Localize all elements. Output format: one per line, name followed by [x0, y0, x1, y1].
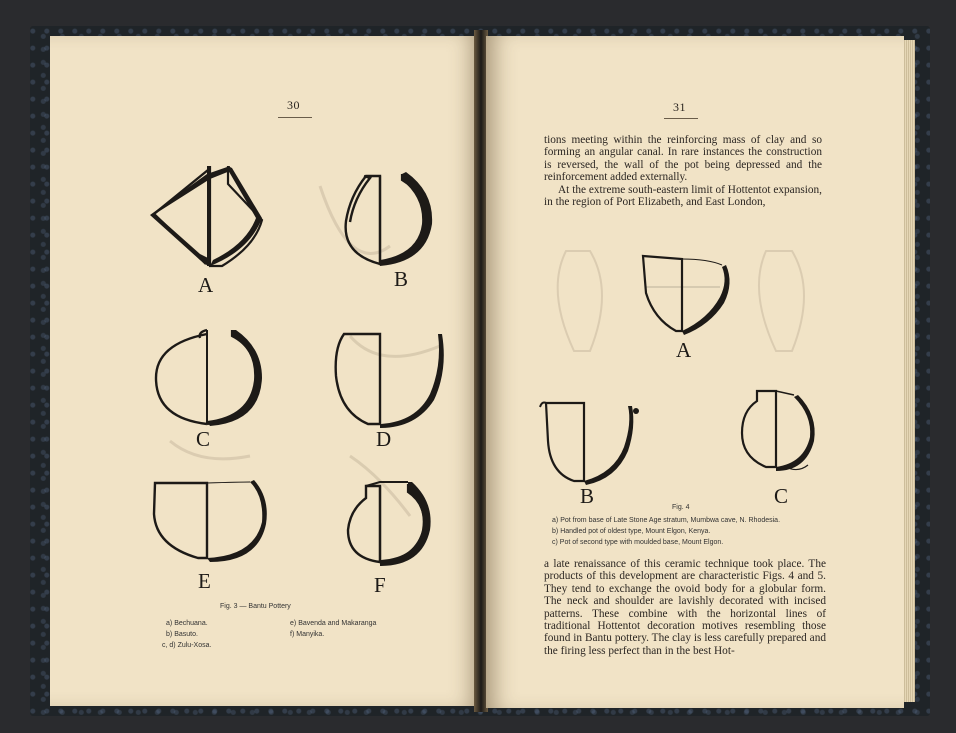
page-number-rule: [664, 118, 698, 119]
fig4-label-a: A: [676, 338, 692, 362]
show-through-ghost: [558, 251, 804, 351]
fig3-legend-a: a) Bechuana.: [166, 620, 208, 627]
page-number-right: 31: [673, 100, 686, 114]
fig3-legend-e: e) Bavenda and Makaranga: [290, 620, 377, 627]
fig4-pot-c: [742, 391, 815, 471]
bantu-pottery-figure: [50, 126, 480, 646]
pot-c: [156, 330, 262, 426]
fig4-legend-b: b) Handled pot of oldest type, Mount Elgon, Kenya.: [552, 528, 711, 535]
pot-e: [154, 480, 267, 562]
fig4-legend-a: a) Pot from base of Late Stone Age stratum, Mumbwa cave, N. Rhodesia.: [552, 517, 781, 524]
fig4-label-b: B: [580, 484, 595, 508]
fig4-pot-a: [643, 256, 730, 335]
fig4-caption: Fig. 4: [672, 504, 690, 511]
fig3-legend-cd: c, d) Zulu-Xosa.: [162, 642, 212, 649]
page-edges: [903, 40, 915, 702]
fig3-caption: Fig. 3 — Bantu Pottery: [220, 603, 291, 610]
fig4-pot-b: [540, 403, 639, 486]
label-f: F: [374, 573, 386, 597]
paragraph-1: tions meeting within the reinforcing mass of clay and so forming an angular canal. In rare instances the construction is reversed, the wall of the pot being depressed and the reinforcement added externally.: [544, 134, 822, 184]
label-c: C: [196, 427, 211, 451]
fig4-legend-c: c) Pot of second type with moulded base, Mount Elgon.: [552, 539, 724, 546]
label-a: A: [198, 273, 214, 297]
fig3-legend-f: f) Manyika.: [290, 631, 325, 638]
pot-f: [348, 482, 431, 566]
pot-a: [150, 166, 262, 266]
page-number-left: 30: [287, 98, 300, 112]
paragraph-2: At the extreme south-eastern limit of Hottentot expansion, in the region of Port Elizabeth, and East London,: [544, 183, 822, 209]
text-block-top: [544, 134, 822, 208]
pot-d: [336, 334, 444, 428]
right-page: [486, 36, 904, 708]
page-number-rule: [278, 117, 312, 118]
label-b: B: [394, 267, 409, 291]
left-page: [50, 36, 480, 706]
fig4-label-c: C: [774, 484, 789, 508]
fig3-legend-b: b) Basuto.: [166, 631, 198, 638]
label-e: E: [198, 569, 211, 593]
paragraph-3: a late renaissance of this ceramic technique took place. The products of this development are characteristic Figs. 4 and 5. They tend to exchange the ovoid body for a globular form. The neck and shoulder are lavishly decorated with incised patterns. These combine with the horizontal lines of traditional Hottentot decoration motives resembling those found in Bantu pottery. The clay is less carefully prepared and the firing less perfect than in the best Hot-: [544, 558, 826, 657]
text-block-bottom: [544, 558, 826, 657]
label-d: D: [376, 427, 392, 451]
